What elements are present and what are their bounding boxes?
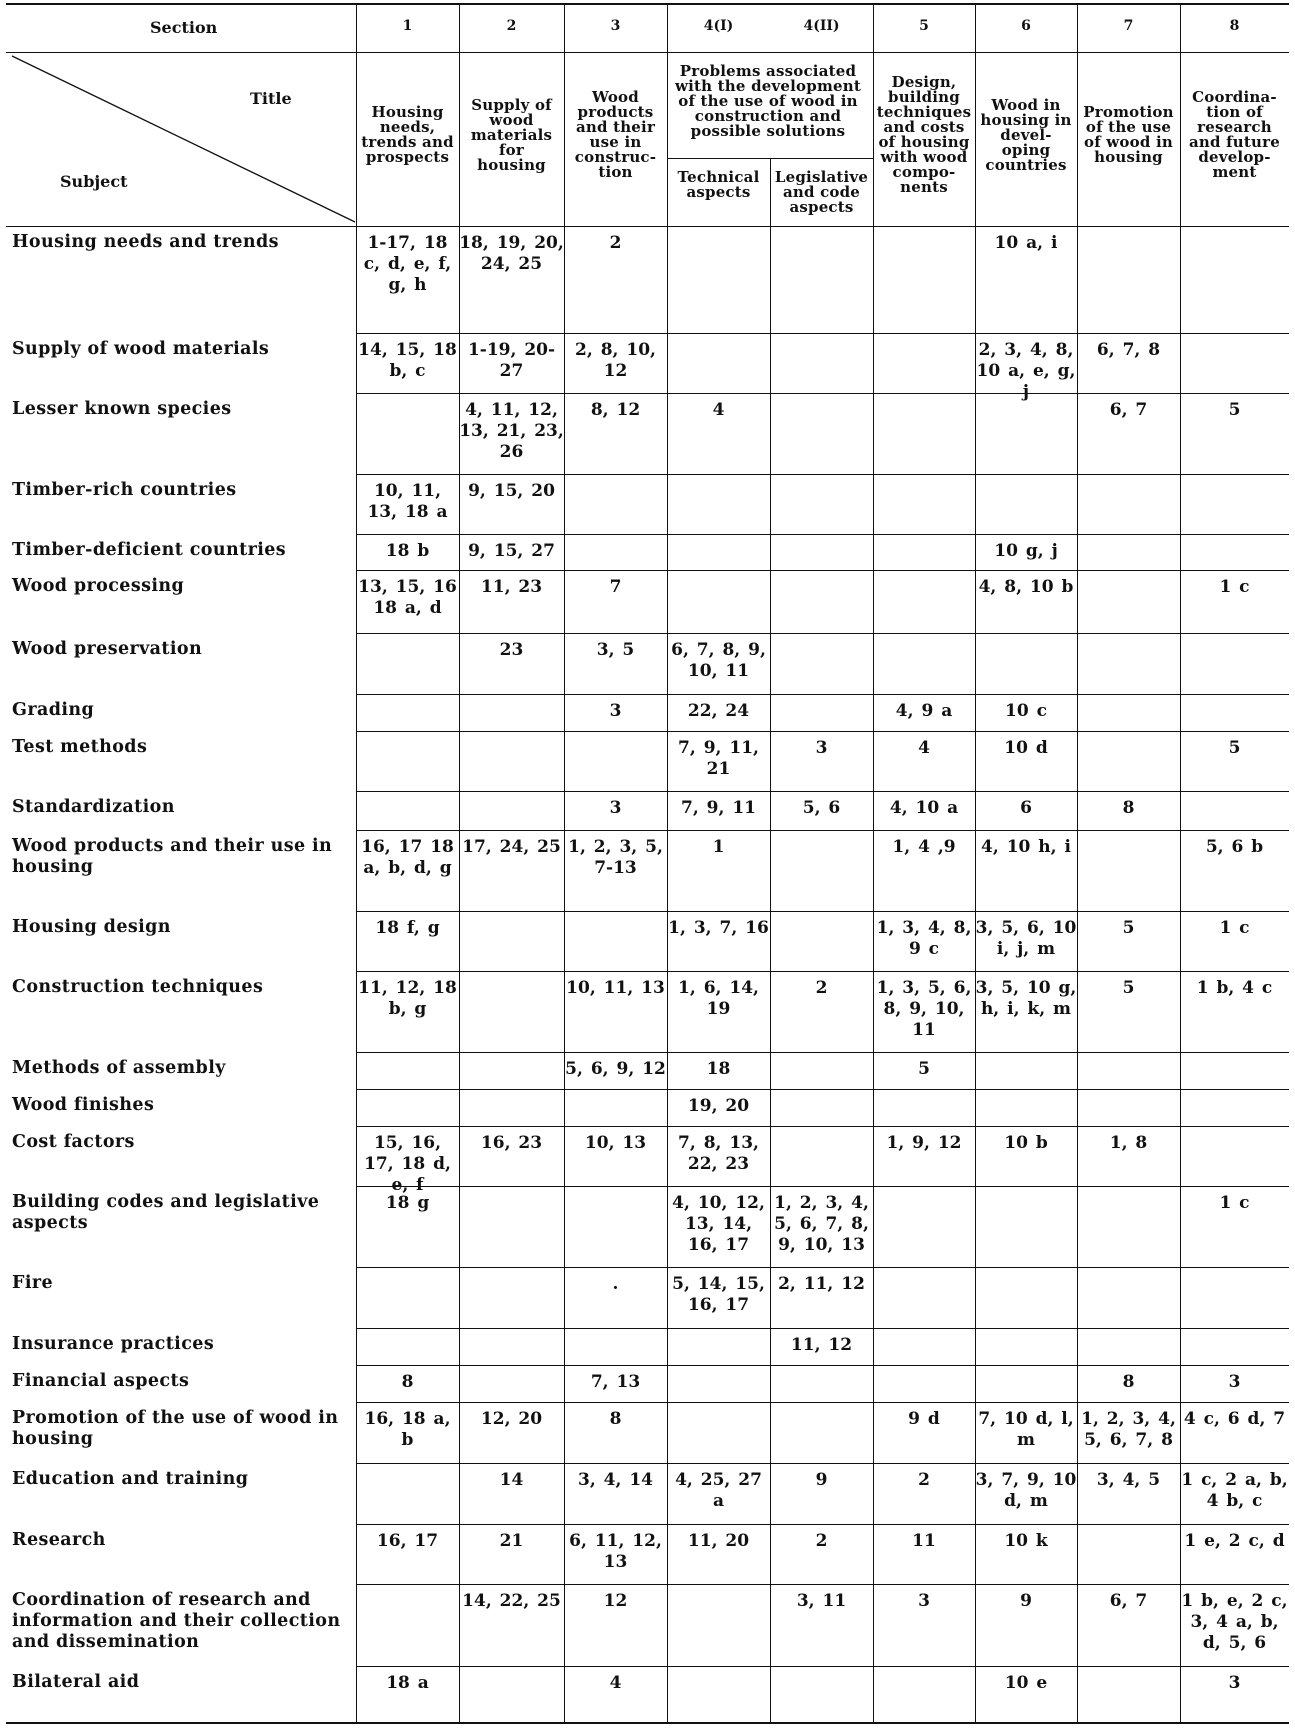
table-cell: 11, 23 <box>480 577 543 597</box>
table-cell: 7 <box>609 577 622 597</box>
table-cell: 10 e <box>1004 1673 1048 1693</box>
table-cell: 6 <box>1020 798 1032 818</box>
column-divider <box>667 3 668 1722</box>
table-cell: 12 <box>603 1591 628 1611</box>
table-cell: 9, 15, 20 <box>468 481 555 501</box>
section-number: 2 <box>506 18 517 34</box>
table-cell: 14, 15, 18 b, c <box>358 340 457 381</box>
table-cell: 16, 18 a, b <box>364 1409 451 1450</box>
row-rule <box>357 1402 1289 1403</box>
table-cell: 7, 9, 11 <box>681 798 756 818</box>
table-cell: 4, 25, 27 a <box>675 1470 762 1511</box>
table-cell: 4, 8, 10 b <box>978 577 1074 597</box>
table-cell: 2 <box>815 1531 828 1551</box>
table-cell: 3 <box>918 1591 930 1611</box>
table-cell: 15, 16, 17, 18 d, e, f <box>364 1133 451 1195</box>
row-rule <box>357 393 1289 394</box>
row-subject: Supply of wood materials <box>12 339 270 359</box>
section-number: 7 <box>1123 18 1134 34</box>
row-subject: Fire <box>12 1273 54 1293</box>
table-cell: 1-17, 18 c, d, e, f, g, h <box>363 233 452 295</box>
table-cell: 4 <box>712 400 725 420</box>
row-rule <box>357 1052 1289 1053</box>
table-cell: 2, 11, 12 <box>778 1274 865 1294</box>
row-rule <box>357 1126 1289 1127</box>
row-rule <box>357 791 1289 792</box>
row-rule <box>357 1267 1289 1268</box>
column-title: Housing needs, trends and prospects <box>361 103 454 166</box>
table-cell: 4, 11, 12, 13, 21, 23, 26 <box>459 400 564 462</box>
subject-label: Subject <box>60 172 128 191</box>
table-cell: 16, 17 18 a, b, d, g <box>361 837 454 878</box>
table-cell: 3 <box>1228 1673 1241 1693</box>
table-cell: 5 <box>1228 738 1241 758</box>
row-rule <box>357 731 1289 732</box>
row-subject: Education and training <box>12 1469 249 1489</box>
table-cell: 4, 10, 12, 13, 14, 16, 17 <box>672 1193 765 1255</box>
row-subject: Wood processing <box>12 576 185 596</box>
table-cell: 3, 5, 10 g, h, i, k, m <box>975 978 1077 1019</box>
column-divider <box>1077 3 1078 1722</box>
row-subject: Building codes and legislative aspects <box>12 1192 320 1233</box>
column-title: Supply of wood materials for housing <box>470 95 553 174</box>
row-subject: Construction techniques <box>12 977 264 997</box>
table-cell: 7, 8, 13, 22, 23 <box>678 1133 759 1174</box>
table-cell: 14, 22, 25 <box>462 1591 561 1611</box>
section-rule <box>6 52 1289 53</box>
row-subject: Financial aspects <box>12 1371 190 1391</box>
table-cell: 3 <box>815 738 828 758</box>
table-cell: 1, 2, 3, 5, 7-13 <box>568 837 663 878</box>
row-rule <box>357 911 1289 912</box>
table-cell: 1 <box>712 837 725 857</box>
row-subject: Grading <box>12 700 95 720</box>
table-cell: 5, 14, 15, 16, 17 <box>672 1274 765 1315</box>
table-cell: 1, 9, 12 <box>886 1133 962 1153</box>
column-divider <box>1180 3 1181 1722</box>
table-cell: 23 <box>499 640 524 660</box>
table-cell: 3, 7, 9, 10 d, m <box>975 1470 1077 1511</box>
table-cell: 8 <box>1122 798 1135 818</box>
table-cell: 1, 3, 5, 6, 8, 9, 10, 11 <box>876 978 972 1040</box>
table-cell: 1, 8 <box>1109 1133 1148 1153</box>
table-cell: 8, 12 <box>590 400 641 420</box>
row-subject: Lesser known species <box>12 399 232 419</box>
table-cell: 18 <box>706 1059 731 1079</box>
table-cell: 2, 3, 4, 8, 10 a, e, g, j <box>976 340 1076 402</box>
table-cell: 8 <box>1122 1372 1135 1392</box>
table-cell: 7, 9, 11, 21 <box>678 738 759 779</box>
table-cell: 1 c <box>1219 1193 1250 1213</box>
table-cell: 2 <box>815 978 828 998</box>
table-cell: 3 <box>1228 1372 1241 1392</box>
table-cell: 4 c, 6 d, 7 <box>1183 1409 1286 1429</box>
row-subject: Insurance practices <box>12 1334 215 1354</box>
table-cell: 5 <box>1228 400 1241 420</box>
row-rule <box>357 1524 1289 1525</box>
column-title: Legislative and code aspects <box>774 168 869 216</box>
table-cell: 5 <box>918 1059 930 1079</box>
table-cell: 18 b <box>385 541 430 561</box>
table-cell: 18 g <box>385 1193 430 1213</box>
table-cell: 1 c <box>1219 577 1250 597</box>
row-rule <box>357 1328 1289 1329</box>
row-subject: Research <box>12 1530 106 1550</box>
table-cell: 10, 11, 13, 18 a <box>367 481 448 522</box>
table-cell: 9 d <box>908 1409 940 1429</box>
top-rule <box>6 3 1289 5</box>
table-cell: 10 b <box>1004 1133 1048 1153</box>
section-number: 5 <box>919 18 929 34</box>
row-subject: Methods of assembly <box>12 1058 226 1078</box>
row-rule <box>357 1584 1289 1585</box>
column-title: Coordina-tion of research and future develop-ment <box>1189 88 1280 181</box>
table-cell: 4, 10 h, i <box>981 837 1071 857</box>
row-rule <box>357 1666 1289 1667</box>
table-cell: 5, 6, 9, 12 <box>565 1059 666 1079</box>
table-cell: 2 <box>609 233 622 253</box>
row-subject: Housing needs and trends <box>12 232 279 252</box>
table-cell: 5 <box>1122 918 1135 938</box>
column-divider <box>873 3 874 1722</box>
column-title: Promotion of the use of wood in housing <box>1083 103 1174 166</box>
table-cell: 6, 7, 8, 9, 10, 11 <box>671 640 766 681</box>
table-cell: 4, 9 a <box>895 701 953 721</box>
column-title: Wood in housing in devel-oping countries <box>980 95 1072 174</box>
row-subject: Coordination of research and information and their collection and dissemination <box>12 1590 341 1652</box>
table-cell: 18 a <box>386 1673 429 1693</box>
row-subject: Wood products and their use in housing <box>12 836 333 877</box>
row-rule <box>357 971 1289 972</box>
table-cell: 1, 2, 3, 4, 5, 6, 7, 8, 9, 10, 13 <box>774 1193 869 1255</box>
table-cell: 4 <box>918 738 930 758</box>
row-subject: Cost factors <box>12 1132 135 1152</box>
table-cell: 3, 5 <box>596 640 635 660</box>
row-rule <box>357 1463 1289 1464</box>
table-cell: 1 c <box>1219 918 1250 938</box>
table-cell: 1, 6, 14, 19 <box>678 978 759 1019</box>
table-cell: 6, 11, 12, 13 <box>569 1531 662 1572</box>
table-cell: 11, 12 <box>790 1335 853 1355</box>
table-cell: 1, 2, 3, 4, 5, 6, 7, 8 <box>1081 1409 1176 1450</box>
table-cell: 2 <box>918 1470 930 1490</box>
table-cell: 7, 13 <box>590 1372 641 1392</box>
column-title: Wood products and their use in construc-tion <box>574 88 657 181</box>
row-subject: Standardization <box>12 797 175 817</box>
table-cell: 5 <box>1122 978 1135 998</box>
row-subject: Test methods <box>12 737 148 757</box>
table-cell: 10, 13 <box>584 1133 647 1153</box>
table-cell: 1, 3, 4, 8, 9 c <box>876 918 972 959</box>
table-cell: 10 c <box>1005 701 1047 721</box>
table-cell: 17, 24, 25 <box>462 837 561 857</box>
table-cell: 3 <box>609 798 622 818</box>
title-label: Title <box>250 89 292 108</box>
row-rule <box>357 1186 1289 1187</box>
table-cell: 1 c, 2 a, b, 4 b, c <box>1181 1470 1288 1511</box>
row-rule <box>357 1089 1289 1090</box>
row-rule <box>357 694 1289 695</box>
column-title: Technical aspects <box>677 168 760 201</box>
table-cell: 21 <box>499 1531 524 1551</box>
row-rule <box>357 830 1289 831</box>
table-cell: 12, 20 <box>480 1409 543 1429</box>
section-label: Section <box>150 18 218 37</box>
table-cell: 3, 4, 5 <box>1096 1470 1161 1490</box>
section-number: 3 <box>610 18 621 34</box>
section-number: 4(II) <box>803 18 840 34</box>
row-rule <box>357 633 1289 634</box>
table-cell: 1, 4 ,9 <box>892 837 956 857</box>
table-cell: 10 d <box>1004 738 1048 758</box>
row-rule <box>357 1365 1289 1366</box>
table-cell: 18 f, g <box>375 918 440 938</box>
table-cell: 1 b, e, 2 c, 3, 4 a, b, d, 5, 6 <box>1181 1591 1288 1653</box>
row-subject: Promotion of the use of wood in housing <box>12 1408 339 1449</box>
table-cell: 9 <box>1020 1591 1032 1611</box>
header-rule <box>6 226 1289 227</box>
section-number: 1 <box>402 18 413 34</box>
table-cell: 7, 10 d, l, m <box>978 1409 1074 1450</box>
problems-group-title: Problems associated with the development of the use of wood in construction and possible solutions <box>675 62 861 140</box>
section-number: 4(I) <box>703 18 734 34</box>
table-cell: 10 a, i <box>994 233 1058 253</box>
table-cell: 16, 17 <box>376 1531 439 1551</box>
table-cell: . <box>612 1274 619 1294</box>
table-cell: 18, 19, 20, 24, 25 <box>459 233 564 274</box>
table-cell: 2, 8, 10, 12 <box>575 340 656 381</box>
row-rule <box>357 474 1289 475</box>
row-subject: Wood finishes <box>12 1095 155 1115</box>
table-cell: 11, 12, 18 b, g <box>358 978 457 1019</box>
table-cell: 1-19, 20-27 <box>467 340 556 381</box>
table-cell: 10, 11, 13 <box>566 978 665 998</box>
table-cell: 14 <box>499 1470 524 1490</box>
row-subject: Bilateral aid <box>12 1672 140 1692</box>
header-diagonal <box>0 0 360 230</box>
table-cell: 3, 4, 14 <box>578 1470 653 1490</box>
row-subject: Timber-rich countries <box>12 480 237 500</box>
table-cell: 4 <box>609 1673 622 1693</box>
table-cell: 11, 20 <box>687 1531 750 1551</box>
table-cell: 3 <box>609 701 622 721</box>
table-cell: 22, 24 <box>687 701 750 721</box>
row-subject: Timber-deficient countries <box>12 540 287 560</box>
table-cell: 5, 6 <box>802 798 841 818</box>
column-title: Design, building techniques and costs of housing with wood compo-nents <box>876 73 972 196</box>
table-cell: 16, 23 <box>480 1133 543 1153</box>
table-cell: 3, 11 <box>796 1591 847 1611</box>
table-cell: 8 <box>609 1409 622 1429</box>
table-cell: 1, 3, 7, 16 <box>668 918 769 938</box>
table-cell: 9 <box>815 1470 828 1490</box>
table-cell: 19, 20 <box>687 1096 750 1116</box>
table-cell: 11 <box>912 1531 936 1551</box>
table-cell: 10 g, j <box>994 541 1058 561</box>
row-subject: Housing design <box>12 917 171 937</box>
bottom-rule <box>6 1722 1289 1724</box>
table-cell: 4, 10 a <box>889 798 959 818</box>
section-number: 6 <box>1021 18 1031 34</box>
table-cell: 3, 5, 6, 10 i, j, m <box>975 918 1077 959</box>
section-number: 8 <box>1229 18 1240 34</box>
table-cell: 6, 7 <box>1109 1591 1148 1611</box>
group-rule <box>667 158 873 159</box>
row-rule <box>357 333 1289 334</box>
row-rule <box>357 534 1289 535</box>
table-cell: 8 <box>401 1372 414 1392</box>
row-rule <box>357 570 1289 571</box>
row-subject: Wood preservation <box>12 639 203 659</box>
table-cell: 1 b, 4 c <box>1196 978 1273 998</box>
table-cell: 1 e, 2 c, d <box>1184 1531 1285 1551</box>
table-cell: 6, 7 <box>1109 400 1148 420</box>
table-cell: 13, 15, 16 18 a, d <box>358 577 457 618</box>
table-cell: 5, 6 b <box>1205 837 1264 857</box>
table-cell: 10 k <box>1004 1531 1048 1551</box>
table-cell: 9, 15, 27 <box>468 541 555 561</box>
table-cell: 6, 7, 8 <box>1096 340 1161 360</box>
column-divider <box>975 3 976 1722</box>
